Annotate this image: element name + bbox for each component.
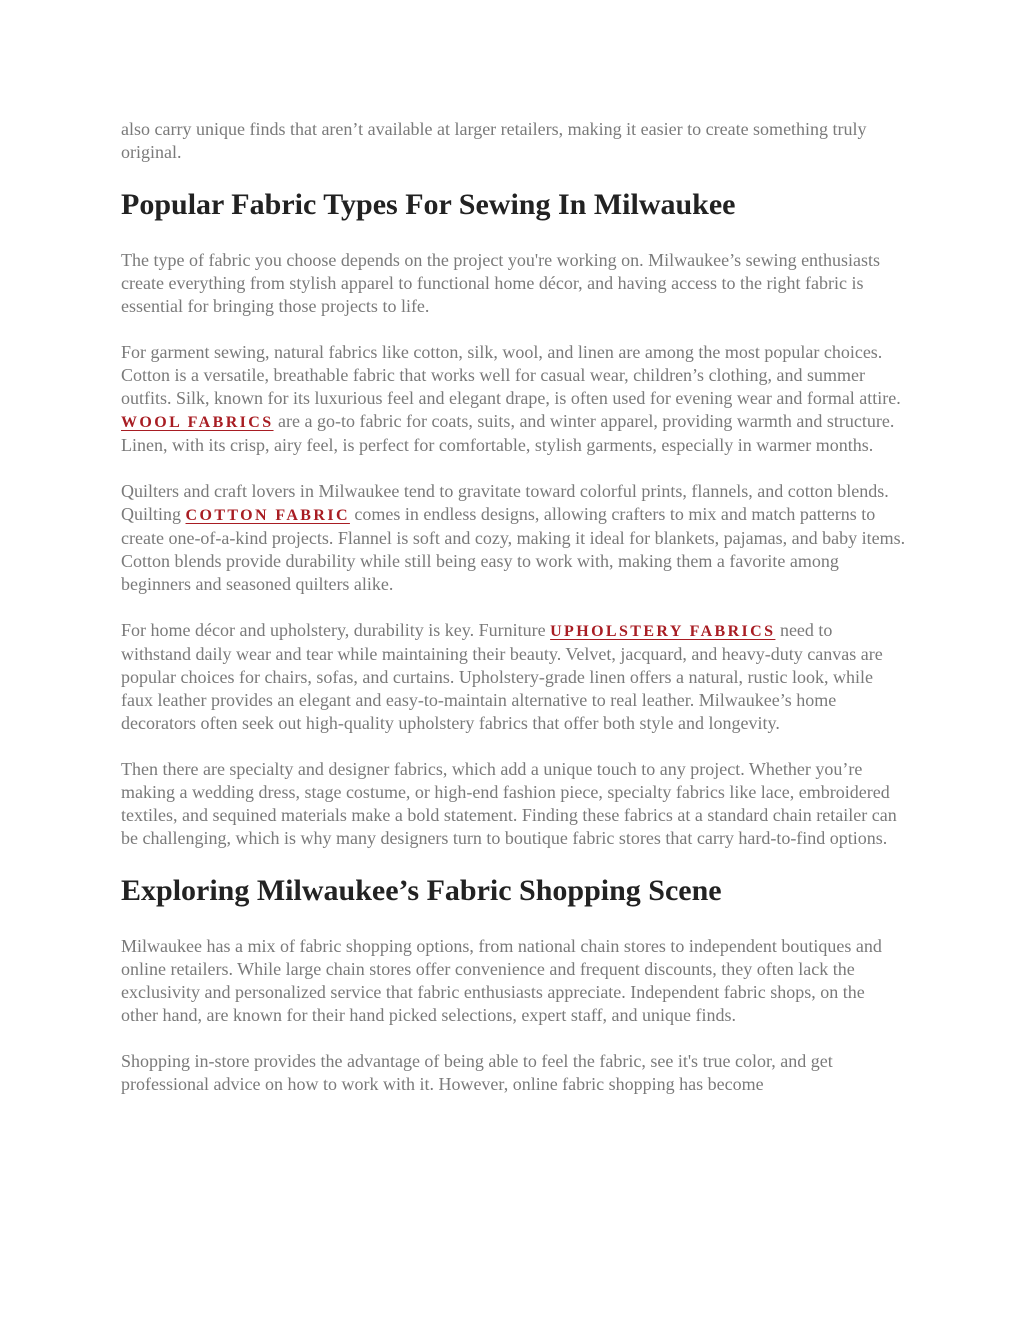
upholstery-fabrics-link[interactable]: UPHOLSTERY FABRICS bbox=[550, 623, 776, 640]
document-page bbox=[121, 118, 906, 1119]
wool-fabrics-link[interactable]: WOOL FABRICS bbox=[121, 414, 274, 431]
intro-paragraph: also carry unique finds that aren’t available at larger retailers, making it easier to create something truly original. bbox=[121, 119, 867, 162]
home-decor-text-before: For home décor and upholstery, durability is key. Furniture bbox=[121, 620, 551, 640]
paragraph-home-decor bbox=[121, 619, 906, 735]
paragraph-garment-sewing bbox=[121, 341, 906, 457]
paragraph-quilters bbox=[121, 480, 906, 596]
garment-text-after: are a go-to fabric for coats, suits, and winter apparel, providing warmth and structure. Linen, with its crisp, airy feel, is perfect for comfortable, stylish garments, especially in warmer months. bbox=[121, 411, 895, 455]
home-decor-text-after: need to withstand daily wear and tear while maintaining their beauty. Velvet, jacquard, and heavy-duty canvas are popular choices for chairs, sofas, and curtains. Upholstery-grade linen offers a natural, rustic look, while faux leather provides an elegant and easy-to-maintain alternative to real leather. Milwaukee’s home decorators often seek out high-quality upholstery fabrics that offer both style and longevity. bbox=[121, 620, 883, 733]
quilters-text-before: Quilters and craft lovers in Milwaukee tend to gravitate toward colorful prints, flannels, and cotton blends. Quilting bbox=[121, 481, 889, 524]
garment-text-before: For garment sewing, natural fabrics like cotton, silk, wool, and linen are among the most popular choices. Cotton is a versatile, breathable fabric that works well for casual wear, children’s clothing, and summer outfits. Silk, known for its luxurious feel and elegant drape, is often used for evening wear and formal attire. bbox=[121, 342, 901, 408]
paragraph-fabric-choice: The type of fabric you choose depends on the project you're working on. Milwaukee’s sewing enthusiasts create everything from stylish apparel to functional home décor, and having access to the right fabric is essential for bringing those projects to life. bbox=[121, 250, 881, 316]
paragraph-specialty-fabrics: Then there are specialty and designer fabrics, which add a unique touch to any project. Whether you’re making a wedding dress, stage costume, or high-end fashion piece, specialty fabrics like lace, embroidered textiles, and sequined materials make a bold statement. Finding these fabrics at a standard chain retailer can be challenging, which is why many designers turn to boutique fabric stores that carry hard-to-find options. bbox=[121, 759, 897, 848]
section-heading-popular-fabric-types: Popular Fabric Types For Sewing In Milwaukee bbox=[121, 188, 736, 221]
paragraph-in-store-shopping: Shopping in-store provides the advantage of being able to feel the fabric, see it's true color, and get professional advice on how to work with it. However, online fabric shopping has become bbox=[121, 1051, 833, 1094]
quilters-text-after: comes in endless designs, allowing crafters to mix and match patterns to create one-of-a-kind projects. Flannel is soft and cozy, making it ideal for blankets, pajamas, and baby items. Cotton blends provide durability while still being easy to work with, making them a favorite among beginners and seasoned quilters alike. bbox=[121, 504, 906, 594]
section-heading-shopping-scene: Exploring Milwaukee’s Fabric Shopping Scene bbox=[121, 874, 722, 907]
cotton-fabric-link[interactable]: COTTON FABRIC bbox=[185, 507, 350, 524]
paragraph-shopping-options: Milwaukee has a mix of fabric shopping options, from national chain stores to independent boutiques and online retailers. While large chain stores offer convenience and frequent discounts, they often lack the exclusivity and personalized service that fabric enthusiasts appreciate. Independent fabric shops, on the other hand, are known for their hand picked selections, expert staff, and unique finds. bbox=[121, 936, 882, 1025]
